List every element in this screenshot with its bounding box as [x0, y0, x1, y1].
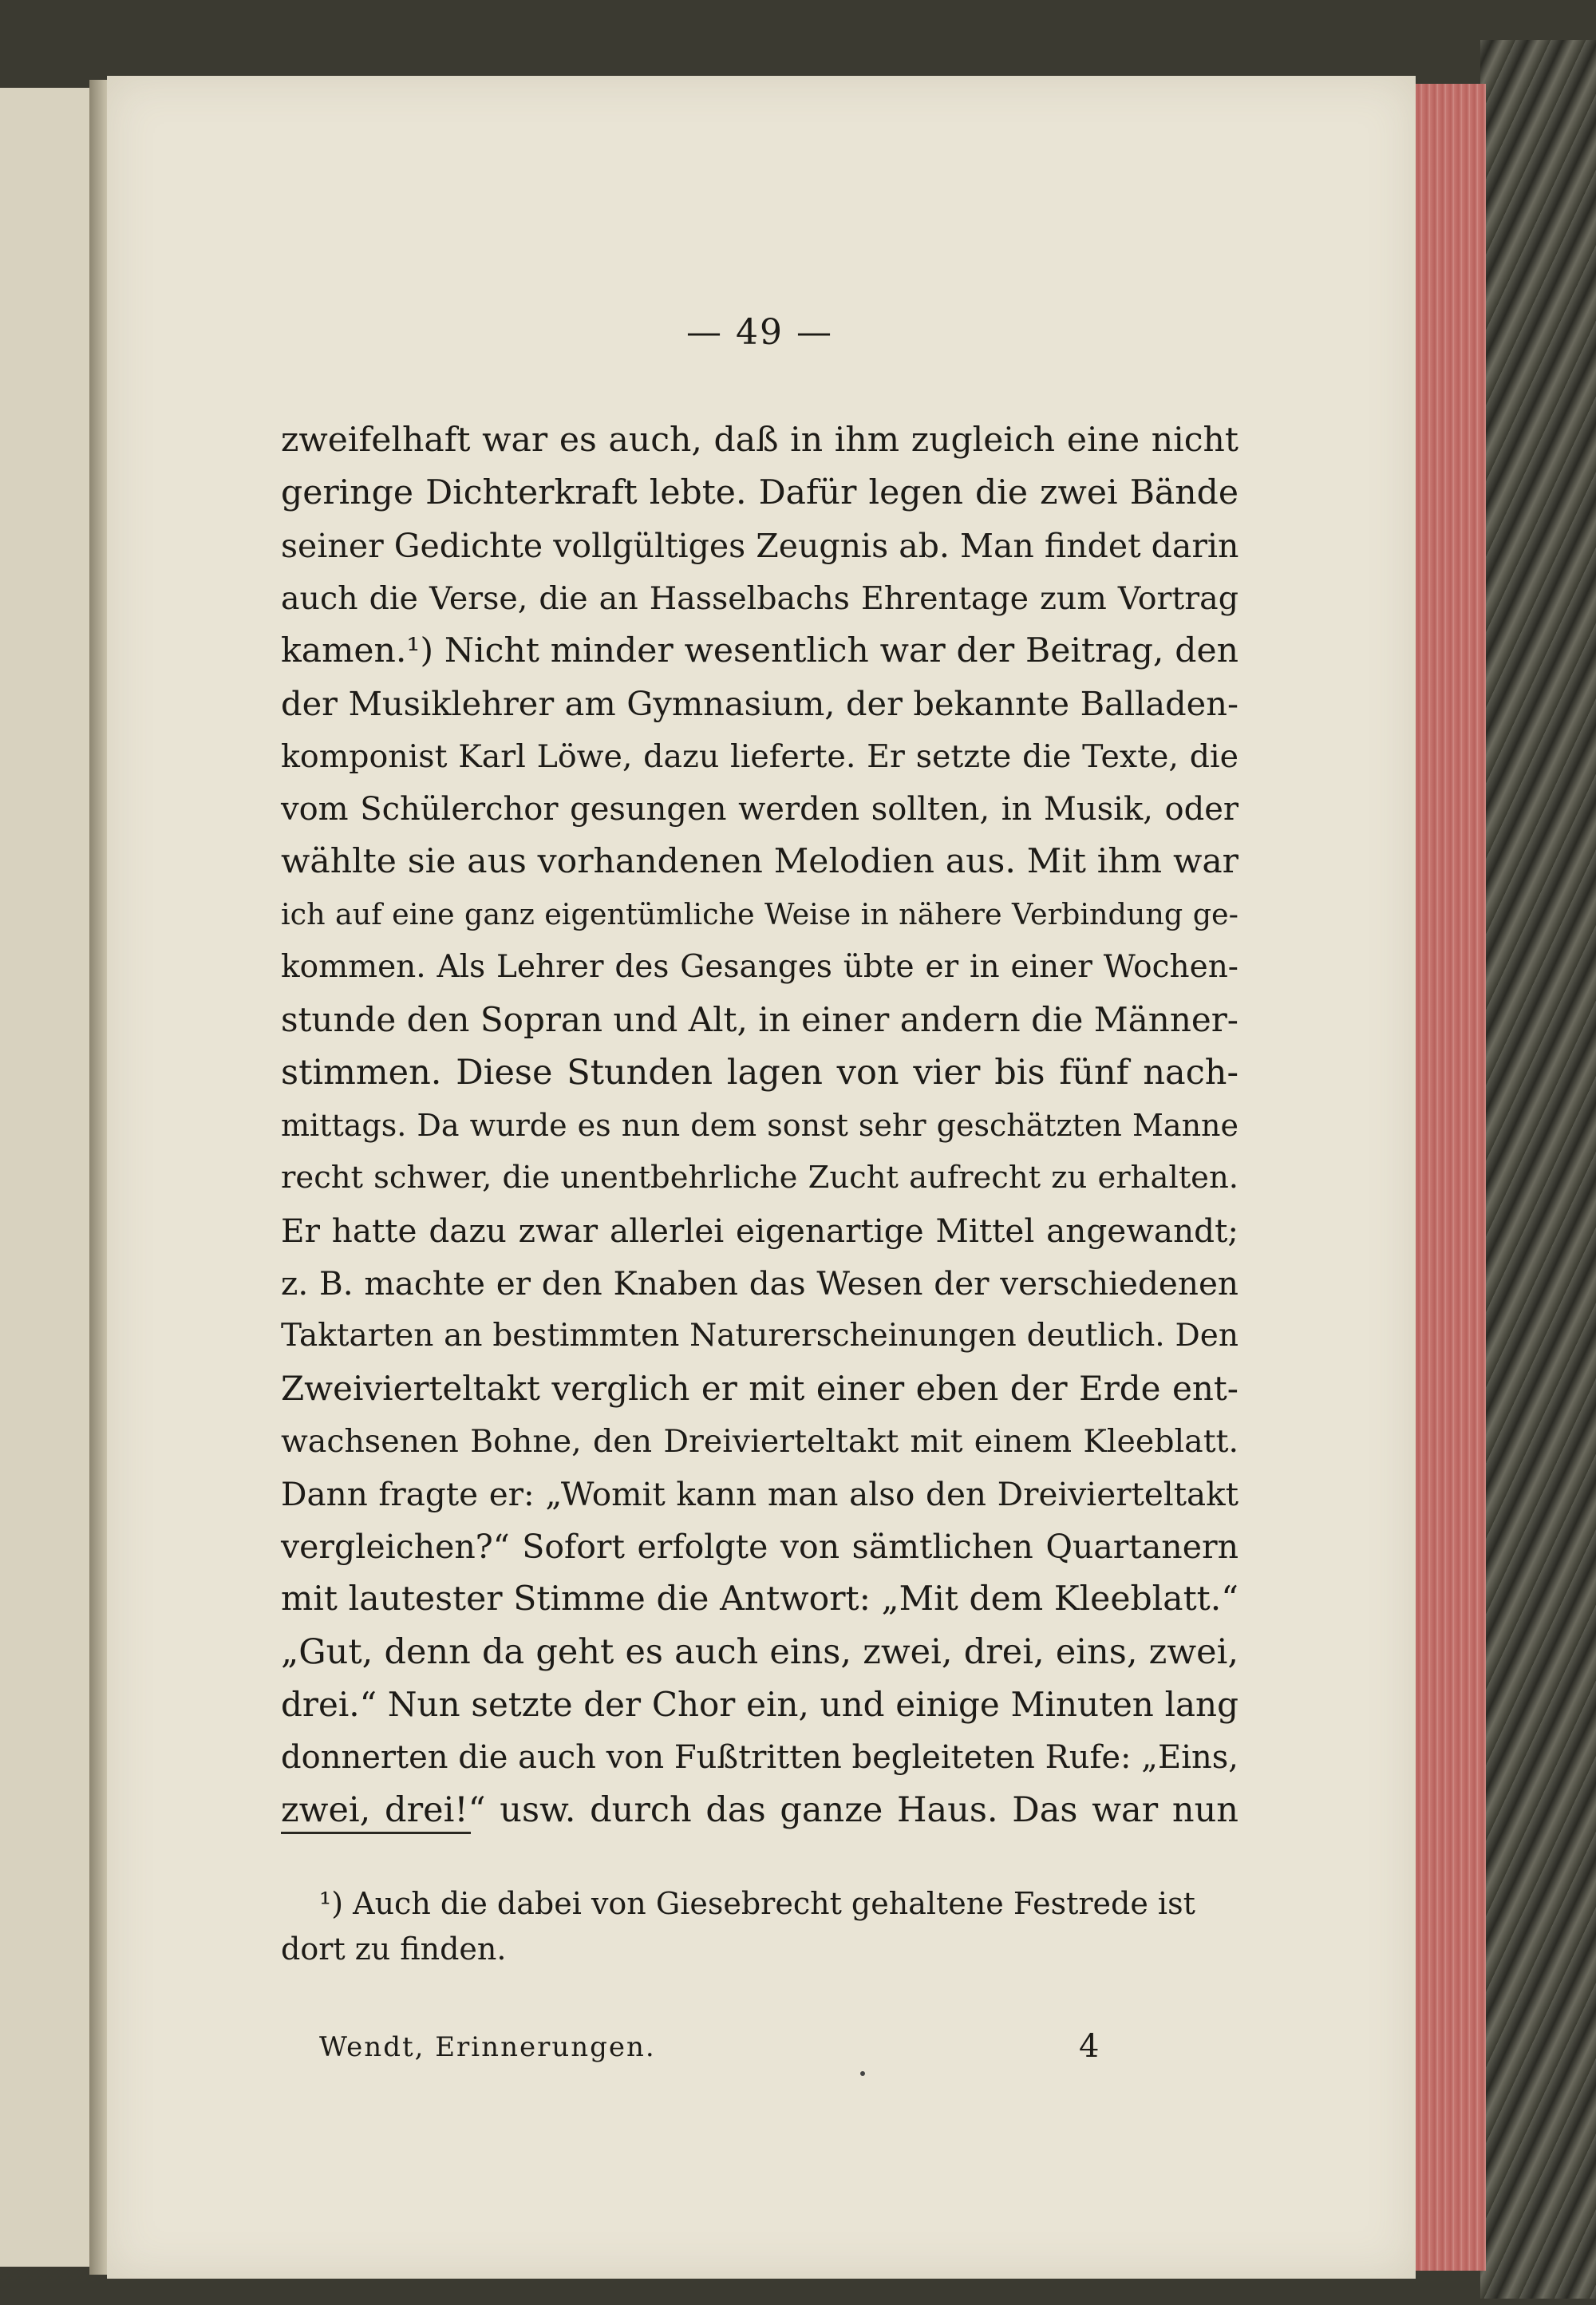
- red-page-edges: [1406, 84, 1486, 2271]
- text-line: stimmen. Diese Stunden lagen von vier bis fünf nach-: [281, 1053, 1238, 1093]
- sheet-signature: Wendt, Erinnerungen.: [319, 2031, 656, 2063]
- page-number: — 49 —: [686, 312, 833, 353]
- text-line: wachsenen Bohne, den Dreivierteltakt mit einem Kleeblatt.: [281, 1423, 1238, 1460]
- text-line: recht schwer, die unentbehrliche Zucht aufrecht zu erhalten.: [281, 1160, 1238, 1196]
- text-line: geringe Dichterkraft lebte. Dafür legen die zwei Bände: [281, 473, 1238, 512]
- print-speck: [860, 2071, 865, 2076]
- text-line: stunde den Sopran und Alt, in einer andern die Männer-: [281, 1000, 1238, 1039]
- facing-page: [0, 88, 93, 2267]
- text-line: „Gut, denn da geht es auch eins, zwei, drei, eins, zwei,: [281, 1632, 1238, 1672]
- text-line: Dann fragte er: „Womit kann man also den Dreivierteltakt: [281, 1475, 1238, 1513]
- text-line: Taktarten an bestimmten Naturerscheinungen deutlich. Den: [281, 1318, 1238, 1354]
- text-line: der Musiklehrer am Gymnasium, der bekannte Balladen-: [281, 684, 1238, 723]
- text-line: drei.“ Nun setzte der Chor ein, und einige Minuten lang: [281, 1685, 1238, 1724]
- text-line: ich auf eine ganz eigentümliche Weise in nähere Verbindung ge-: [281, 897, 1238, 931]
- text-line: wählte sie aus vorhandenen Melodien aus. Mit ihm war: [281, 842, 1238, 881]
- text-line: Zweivierteltakt verglich er mit einer eben der Erde ent-: [281, 1369, 1238, 1408]
- text-line: zwei, drei!“ usw. durch das ganze Haus. Das war nun: [281, 1790, 1238, 1830]
- text-line: mit lautester Stimme die Antwort: „Mit dem Kleeblatt.“: [281, 1579, 1238, 1619]
- footnote-rule: [281, 1832, 471, 1834]
- footnote-line: dort zu finden.: [281, 1931, 507, 1967]
- text-line: mittags. Da wurde es nun dem sonst sehr geschätzten Manne: [281, 1108, 1238, 1143]
- book-page: [107, 76, 1416, 2279]
- text-line: auch die Verse, die an Hasselbachs Ehrentage zum Vortrag: [281, 580, 1238, 617]
- text-line: seiner Gedichte vollgültiges Zeugnis ab. Man findet darin: [281, 527, 1239, 565]
- marbled-cover-edge: [1480, 40, 1596, 2299]
- footnote-line: ¹) Auch die dabei von Giesebrecht gehaltene Festrede ist: [319, 1886, 1195, 1921]
- text-line: kamen.¹) Nicht minder wesentlich war der Beitrag, den: [281, 631, 1238, 670]
- book-gutter: [89, 80, 107, 2275]
- text-line: vergleichen?“ Sofort erfolgte von sämtlichen Quartanern: [281, 1528, 1238, 1566]
- text-line: kommen. Als Lehrer des Gesanges übte er in einer Wochen-: [281, 949, 1238, 985]
- text-line: z. B. machte er den Knaben das Wesen der verschiedenen: [281, 1264, 1238, 1303]
- text-line: Er hatte dazu zwar allerlei eigenartige Mittel angewandt;: [281, 1212, 1238, 1250]
- text-line: zweifelhaft war es auch, daß in ihm zugleich eine nicht: [281, 421, 1238, 460]
- text-line: donnerten die auch von Fußtritten begleiteten Rufe: „Eins,: [281, 1739, 1238, 1776]
- signature-number: 4: [1079, 2028, 1100, 2065]
- text-line: komponist Karl Löwe, dazu lieferte. Er setzte die Texte, die: [281, 738, 1238, 775]
- text-line: vom Schülerchor gesungen werden sollten, in Musik, oder: [281, 791, 1238, 828]
